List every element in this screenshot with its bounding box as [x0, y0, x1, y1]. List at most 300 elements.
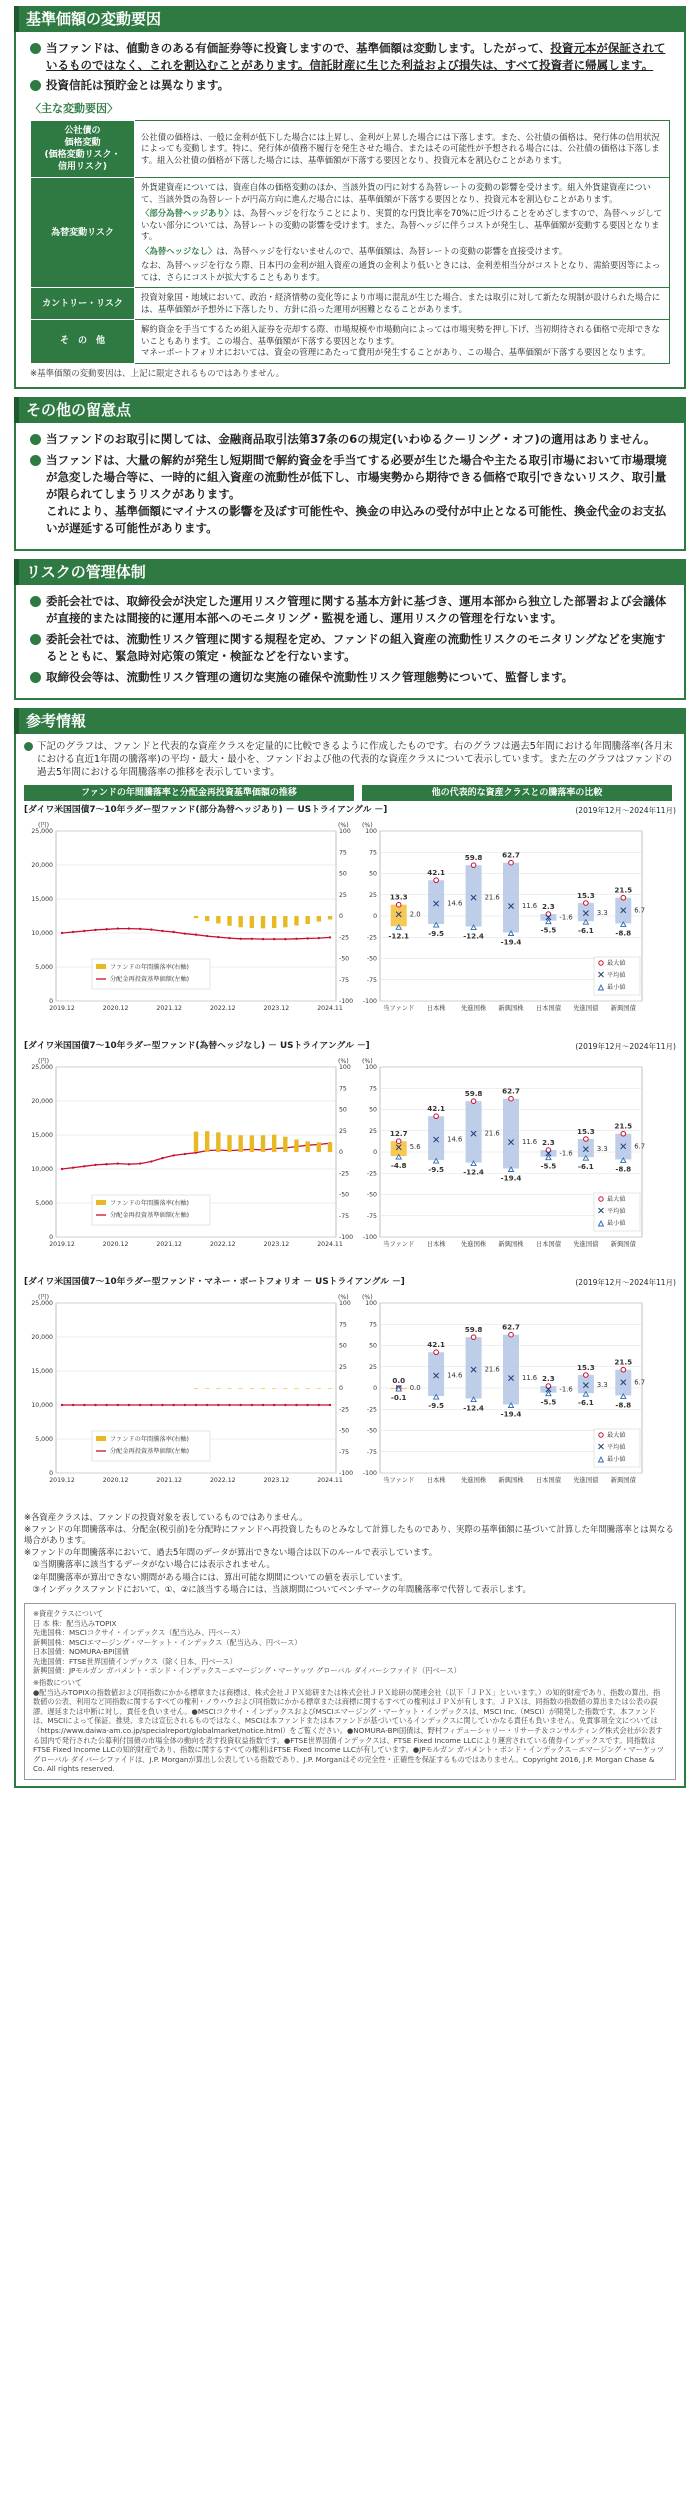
max-marker: [621, 1367, 626, 1372]
return-bar: [294, 1139, 298, 1151]
category-label: 新興国株: [498, 1240, 524, 1248]
nav-point: [295, 1403, 297, 1405]
return-bar: [305, 1388, 309, 1389]
legend-max-icon: [599, 960, 603, 964]
category-label: 当ファンド: [383, 1476, 415, 1484]
min-value-label: -12.4: [463, 1167, 484, 1177]
nav-point: [161, 929, 163, 931]
nav-point: [105, 1163, 107, 1165]
fx-tag-no-hedge: 〈為替ヘッジなし〉: [141, 245, 217, 256]
max-marker: [509, 860, 514, 865]
bullet-text: 委託会社では、流動性リスク管理に関する規程を定め、ファンドの組入資産の流動性リスクのモニタリングなどを実施するとともに、緊急時対応策の策定・検証などを行ないます。: [46, 631, 666, 663]
return-bar: [272, 1134, 276, 1151]
left-y2tick-label: -50: [339, 955, 350, 962]
max-value-label: 15.3: [576, 1362, 595, 1372]
range-bar: [428, 1116, 444, 1160]
left-y2tick-label: -100: [339, 997, 354, 1005]
range-bar: [428, 880, 444, 924]
ref-note: ※ファンドの年間騰落率は、分配金(税引前)を分配時にファンドへ再投資したものとみなして計算したものであり、実際の基準価額に基づいて計算した年間騰落率とは異なる場合があります。: [24, 1523, 674, 1545]
max-value-label: 21.5: [614, 1121, 633, 1131]
factor-text: 公社債の価格は、一般に金利が低下した場合には上昇し、金利が上昇した場合には下落します。また、公社債の価格は、発行体の信用状況によっても変動します。特に、発行体が債務不履行を発生させた場合、またはその可能性が予想される場合には、公社債の価格は下落します。組入公社債の価格が下落した場合には、基準価額が下落する要因となり、投資元本を割込むことがあります。: [135, 121, 670, 178]
max-marker: [396, 902, 401, 907]
range-bar: [503, 862, 519, 932]
category-label: 新興国債: [610, 1004, 636, 1012]
nav-point: [262, 1403, 264, 1405]
bullet-cooling-off: [30, 431, 670, 448]
section-body: [14, 734, 686, 1789]
asset-class-line: 日 本 株：配当込みTOPIX: [33, 1618, 117, 1628]
left-ytick-label: 0: [49, 997, 53, 1005]
left-y2tick-label: 50: [339, 1342, 347, 1349]
max-marker: [434, 877, 439, 882]
nav-point: [306, 937, 308, 939]
legend-line-label: 分配金再投資基準価額(左軸): [110, 1211, 190, 1219]
min-value-label: -19.4: [500, 936, 522, 946]
left-y2tick-label: 75: [339, 1084, 347, 1092]
chart-title-row: [24, 804, 676, 817]
left-y2tick-label: -75: [339, 976, 350, 984]
ref-note: ③インデックスファンドにおいて、①、②に該当する場合には、当該期間についてベンチマークの年間騰落率で代替して表示します。: [24, 1583, 531, 1594]
avg-value-label: -1.6: [559, 1148, 573, 1157]
factor-label: カントリー・リスク: [31, 288, 135, 320]
min-value-label: -4.8: [390, 1160, 407, 1170]
left-xtick-label: 2023.12: [263, 1476, 290, 1484]
left-xtick-label: 2019.12: [49, 1476, 75, 1484]
left-y2axis-label: (%): [338, 821, 349, 829]
return-bar: [227, 1388, 231, 1389]
factor-label: そ の 他: [31, 320, 135, 364]
bullet-underlined-text-2: 信託財産に生じた利益および損失は、すべて投資者に帰属します。: [309, 58, 654, 72]
max-marker: [396, 1138, 401, 1143]
chart-title: [ダイワ米国国債7～10年ラダー型ファンド(部分為替ヘッジあり) － USトライアングル －]: [24, 804, 388, 815]
max-marker: [471, 1098, 476, 1103]
nav-point: [284, 1403, 286, 1405]
bullet-risk-3: [30, 669, 670, 686]
return-bar: [328, 1388, 332, 1389]
left-xtick-label: 2024.11: [317, 1476, 343, 1484]
max-marker: [584, 1136, 589, 1141]
section-title: その他の留意点: [14, 397, 686, 423]
min-value-label: -5.5: [540, 1397, 557, 1407]
avg-value-label: 14.6: [447, 899, 463, 908]
left-y2tick-label: -50: [339, 1427, 350, 1434]
return-bar: [238, 1135, 242, 1152]
min-value-label: -8.8: [615, 1163, 632, 1173]
bullet-dot-icon: [30, 434, 41, 445]
min-value-label: -9.5: [428, 1400, 445, 1410]
max-marker: [509, 1332, 514, 1337]
nav-point: [184, 932, 186, 934]
left-yaxis-label: (円): [38, 821, 50, 829]
return-bar: [328, 1142, 332, 1152]
category-label: 先進国債: [573, 1476, 599, 1484]
nav-point: [206, 1403, 208, 1405]
min-value-label: -6.1: [577, 1397, 594, 1407]
right-ytick-label: -50: [366, 1427, 377, 1434]
avg-value-label: 6.7: [634, 1141, 646, 1150]
left-y2tick-label: -100: [339, 1233, 354, 1241]
left-y2tick-label: 0: [339, 1384, 343, 1392]
return-bar: [194, 1388, 198, 1389]
category-label: 先進国債: [573, 1240, 599, 1248]
nav-point: [239, 1403, 241, 1405]
max-value-label: 0.0: [392, 1375, 406, 1385]
avg-value-label: 21.6: [484, 1129, 500, 1138]
nav-point: [117, 1162, 119, 1164]
nav-point: [139, 1162, 141, 1164]
nav-point: [150, 1403, 152, 1405]
min-value-label: -9.5: [428, 1164, 445, 1174]
legend-min-label: 最小値: [607, 1455, 626, 1463]
return-bar: [227, 916, 231, 926]
right-ytick-label: 75: [369, 1084, 377, 1092]
left-y2tick-label: 100: [339, 827, 351, 835]
right-ytick-label: -50: [366, 955, 377, 962]
left-y2axis-label: (%): [338, 1293, 349, 1301]
chart-block: [24, 1040, 676, 1272]
left-y2tick-label: 75: [339, 848, 347, 856]
bullet-dot-icon: [30, 672, 41, 683]
nav-point: [83, 1403, 85, 1405]
left-ytick-label: 25,000: [31, 1299, 53, 1307]
nav-point: [239, 937, 241, 939]
legend-bar-swatch: [96, 1436, 106, 1441]
fx-text-3: は、為替ヘッジを行ないませんので、基準価額は、為替レートの変動の影響を直接受けます。: [216, 245, 568, 256]
chart-title-row: [24, 1276, 676, 1289]
min-value-label: -12.4: [463, 1403, 484, 1413]
factors-table: [30, 120, 670, 364]
right-ytick-label: -100: [362, 1233, 377, 1241]
left-y2tick-label: 25: [339, 1363, 347, 1371]
nav-point: [83, 1165, 85, 1167]
nav-point: [150, 1160, 152, 1162]
bullet-principal: [30, 40, 670, 74]
right-ytick-label: -75: [366, 1448, 377, 1456]
bullet-liquidity: [30, 452, 670, 537]
max-marker: [434, 1349, 439, 1354]
min-value-label: -12.4: [463, 931, 484, 941]
max-value-label: 15.3: [576, 890, 595, 900]
bullet-text: 当ファンドは、大量の解約が発生し短期間で解約資金を手当てする必要が生じた場合や主たる取引市場において市場環境が急変した場合等に、一時的に組入資産の流動性が低下し、市場実勢から期待できる価格で取引できないリスク、取引量が限られてしまうリスクがあります。: [46, 452, 667, 501]
left-y2tick-label: -50: [339, 1191, 350, 1198]
legend-bar-label: ファンドの年間騰落率(右軸): [110, 1199, 189, 1207]
return-bar: [272, 1388, 276, 1389]
nav-point: [329, 1403, 331, 1405]
nav-point: [172, 1154, 174, 1156]
nav-point: [117, 1403, 119, 1405]
tab-fund-returns: ファンドの年間騰落率と分配金再投資基準価額の推移: [24, 785, 354, 801]
nav-point: [128, 927, 130, 929]
factors-note: ※基準価額の変動要因は、上記に限定されるものではありません。: [30, 368, 285, 379]
return-bar: [205, 1131, 209, 1152]
nav-point: [284, 937, 286, 939]
left-xtick-label: 2019.12: [49, 1004, 75, 1012]
legend-line-label: 分配金再投資基準価額(左軸): [110, 1447, 190, 1455]
nav-point: [217, 935, 219, 937]
legend-avg-label: 平均値: [607, 971, 626, 979]
range-bar: [466, 1101, 482, 1162]
left-y2tick-label: -100: [339, 1469, 354, 1477]
legend-avg-label: 平均値: [607, 1443, 626, 1451]
section-body: [14, 585, 686, 700]
min-value-label: -19.4: [500, 1172, 522, 1182]
right-ytick-label: -25: [366, 1405, 377, 1413]
range-bar: [428, 1352, 444, 1396]
left-ytick-label: 0: [49, 1469, 53, 1477]
return-bar: [216, 1388, 220, 1389]
category-label: 新興国株: [498, 1476, 524, 1484]
legend-max-icon: [599, 1196, 603, 1200]
nav-point: [117, 927, 119, 929]
factor-label: 為替変動リスク: [31, 178, 135, 288]
left-y2tick-label: 50: [339, 1106, 347, 1113]
left-y2tick-label: 25: [339, 891, 347, 899]
return-bar: [283, 1136, 287, 1151]
nav-point: [150, 928, 152, 930]
nav-point: [94, 928, 96, 930]
nav-point: [295, 937, 297, 939]
nav-point: [262, 937, 264, 939]
asset-class-line: 新興国株：MSCIエマージング・マーケット・インデックス（配当込み、円ベース）: [33, 1637, 302, 1647]
return-bar: [317, 1142, 321, 1152]
right-ytick-label: 0: [373, 1148, 377, 1156]
chart-block: [24, 804, 676, 1036]
asset-class-line: 新興国債：JPモルガン ガバメント・ボンド・インデックス－エマージング・マーケッツ グローバル ダイバーシファイド（円ベース）: [33, 1666, 461, 1676]
bullet-text: 当ファンドは、値動きのある有価証券等に投資しますので、基準価額は変動します。したがって、: [46, 41, 551, 55]
nav-point: [72, 1403, 74, 1405]
return-bar: [216, 916, 220, 923]
nav-point: [61, 1403, 63, 1405]
min-value-label: -12.1: [388, 930, 410, 940]
bullet-deposit: [30, 77, 670, 94]
nav-point: [184, 1152, 186, 1154]
nav-point: [217, 1403, 219, 1405]
category-label: 日本株: [426, 1476, 446, 1484]
bullet-risk-2: [30, 631, 670, 665]
disclaimer-heading: ※資産クラスについて: [33, 1608, 104, 1618]
left-y2tick-label: -25: [339, 1405, 350, 1413]
left-y2tick-label: 75: [339, 1320, 347, 1328]
max-marker: [584, 1372, 589, 1377]
right-ytick-label: -75: [366, 976, 377, 984]
chart-period: (2019年12月～2024年11月): [575, 1041, 676, 1051]
avg-value-label: 2.0: [409, 909, 421, 918]
legend-bar-label: ファンドの年間騰落率(右軸): [110, 963, 189, 971]
right-yaxis-label: (%): [362, 1293, 373, 1301]
min-value-label: -8.8: [615, 1399, 632, 1409]
min-value-label: -6.1: [577, 925, 594, 935]
right-ytick-label: -100: [362, 997, 377, 1005]
return-bar: [238, 916, 242, 927]
nav-point: [251, 937, 253, 939]
return-bar: [205, 916, 209, 921]
right-ytick-label: 25: [369, 1127, 377, 1135]
left-ytick-label: 20,000: [31, 1097, 53, 1105]
left-ytick-label: 5,000: [35, 1199, 53, 1207]
max-marker: [584, 900, 589, 905]
max-marker: [471, 862, 476, 867]
tab-asset-comparison: 他の代表的な資産クラスとの騰落率の比較: [362, 785, 672, 801]
max-value-label: 12.7: [389, 1128, 408, 1138]
left-ytick-label: 25,000: [31, 1063, 53, 1071]
return-bar: [205, 1388, 209, 1389]
bullet-underlined-text: 投資元本が保証されているものではなく、これを割込むことがあります。: [46, 41, 666, 72]
category-label: 当ファンド: [383, 1240, 415, 1248]
main-factors-heading: 〈主な変動要因〉: [30, 102, 118, 115]
category-label: 新興国債: [610, 1476, 636, 1484]
bullet-dot-icon: [30, 596, 41, 607]
left-y2axis-label: (%): [338, 1057, 349, 1065]
right-ytick-label: 75: [369, 1320, 377, 1328]
category-label: 日本国債: [535, 1476, 562, 1484]
return-bar: [305, 916, 309, 924]
chart-tabs: [24, 785, 676, 801]
avg-value-label: 14.6: [447, 1371, 463, 1380]
right-ytick-label: 50: [369, 1342, 377, 1349]
return-bar: [261, 1135, 265, 1152]
left-xtick-label: 2020.12: [102, 1476, 129, 1484]
section-title: 基準価額の変動要因: [14, 6, 686, 32]
ref-note: ※各資産クラスは、ファンドの投資対象を表しているものではありません。: [24, 1511, 308, 1522]
category-label: 新興国株: [498, 1004, 524, 1012]
bullet-dot-icon: [30, 80, 41, 91]
left-y2tick-label: -75: [339, 1212, 350, 1220]
asset-class-line: 先進国株：MSCIコクサイ・インデックス（配当込み、円ベース）: [33, 1628, 245, 1638]
right-ytick-label: -50: [366, 1191, 377, 1198]
right-ytick-label: 100: [365, 827, 377, 835]
max-value-label: 42.1: [427, 1339, 446, 1349]
return-bar: [305, 1141, 309, 1152]
disclaimer-body: ●配当込みTOPIXの指数値および同指数にかかる標章または商標は、株式会社ＪＰＸ総研または株式会社ＪＰＸ総研の関連会社（以下「ＪＰＸ」といいます。）の知的財産であり、指数の算出、指数値の公表、利用など同指数に関するすべての権利・ノウハウおよび同指数にかかる標章または商標に関するすべての権利はＪＰＸが有します。ＪＰＸは、同指数の指数値の算出または公表の誤謬、遅延または中断に対し、責任を負いません。●MSCIコクサイ・インデックスおよびMSCIエマージング・マーケット・インデックスは、MSCI Inc.（MSCI）が開発した指数です。本ファンドは、MSCIによって保証、推奨、または宣伝されるものではなく、MSCIは本ファンドまたは本ファンドが基づいているインデックスに関していかなる責任も負いません。免責事項全文については（https://www.daiwa-am.co.jp/specialreport/globalmarket/notice.html）をご覧ください。●NOMURA-BPI国債は、野村フィデューシャリー・リサーチ＆コンサルティング株式会社が公表する国内で発行された公募利付国債の市場全体の動向を表す投資収益指数です。●FTSE世界国債インデックスは、FTSE Fixed Income LLCにより運営されている債券インデックスです。同指数はFTSE Fixed Income LLCの知的財産であり、指数に関するすべての権利はFTSE Fixed Income LLCが有しています。●JPモルガン ガバメント・ボンド・インデックス－エマージング・マーケッツ グローバル ダイバーシファイドは、J.P. Morganが算出し公表している指数であり、J.P. Morganはその完全性・正確性を保証するものではありません。Copyright 2016, J.P. Morgan Chase & Co. All rights reserved.: [33, 1687, 664, 1774]
max-marker: [471, 1334, 476, 1339]
charts-container: [24, 804, 676, 1508]
return-bar: [194, 1131, 198, 1151]
legend-avg-label: 平均値: [607, 1207, 626, 1215]
right-ytick-label: 25: [369, 1363, 377, 1371]
nav-point: [72, 1166, 74, 1168]
return-bar: [283, 916, 287, 927]
nav-point: [251, 1403, 253, 1405]
max-value-label: 62.7: [502, 850, 520, 860]
range-bar: [503, 1098, 519, 1168]
reference-intro: [24, 740, 676, 779]
chart-period: (2019年12月～2024年11月): [575, 805, 676, 815]
max-value-label: 15.3: [576, 1126, 595, 1136]
category-label: 日本株: [426, 1240, 446, 1248]
legend-min-label: 最小値: [607, 1219, 626, 1227]
right-ytick-label: 25: [369, 891, 377, 899]
right-ytick-label: 0: [373, 912, 377, 920]
left-yaxis-label: (円): [38, 1057, 50, 1065]
avg-value-label: 6.7: [634, 905, 646, 914]
return-bar: [227, 1135, 231, 1152]
avg-value-label: 11.6: [522, 1373, 538, 1382]
bullet-text: 委託会社では、取締役会が決定した運用リスク管理に関する基本方針に基づき、運用本部から独立した部署および会議体が直接的または間接的に運用本部へのモニタリング・監視を通し、運用リスクの管理を行ないます。: [46, 593, 667, 625]
left-ytick-label: 15,000: [31, 895, 53, 903]
fx-paragraph-2: [141, 208, 663, 243]
section-risk-management: [14, 559, 686, 700]
max-value-label: 42.1: [427, 867, 446, 877]
factor-row-bond: [31, 121, 670, 178]
left-xtick-label: 2022.12: [210, 1004, 236, 1012]
chart-svg: [24, 1053, 672, 1268]
return-bar: [250, 1135, 254, 1152]
avg-value-label: 3.3: [596, 908, 608, 917]
return-bar: [250, 1388, 254, 1389]
right-ytick-label: -25: [366, 1169, 377, 1177]
chart-title: [ダイワ米国国債7～10年ラダー型ファンド・マネー・ポートフォリオ － USトライアングル －]: [24, 1276, 405, 1287]
nav-point: [94, 1403, 96, 1405]
category-label: 先進国株: [460, 1476, 487, 1484]
range-bar: [466, 1337, 482, 1398]
bullet-dot-icon: [30, 43, 41, 54]
min-value-label: -19.4: [500, 1408, 522, 1418]
max-value-label: 59.8: [464, 1088, 483, 1098]
legend-min-label: 最小値: [607, 983, 626, 991]
bullet-dot-icon: [30, 634, 41, 645]
left-xtick-label: 2022.12: [210, 1476, 236, 1484]
return-bar: [238, 1388, 242, 1389]
section-other-notes: [14, 397, 686, 551]
category-label: 当ファンド: [383, 1004, 415, 1012]
right-ytick-label: -100: [362, 1469, 377, 1477]
left-xtick-label: 2024.11: [317, 1004, 343, 1012]
max-marker: [621, 1131, 626, 1136]
right-yaxis-label: (%): [362, 821, 373, 829]
asset-class-line: 先進国債：FTSE世界国債インデックス（除く日本、円ベース）: [33, 1656, 237, 1666]
bullet-text-2: これにより、基準価額にマイナスの影響を及ぼす可能性や、換金の申込みの受付が中止となる可能性、換金代金のお支払いが遅延する可能性があります。: [46, 503, 667, 535]
section-body: [14, 32, 686, 389]
bullet-text: 取締役会等は、流動性リスク管理の適切な実施の確保や流動性リスク管理態勢について、監督します。: [46, 669, 574, 684]
max-value-label: 62.7: [502, 1086, 520, 1096]
nav-point: [228, 1403, 230, 1405]
range-bar: [391, 904, 407, 926]
min-value-label: -0.1: [390, 1392, 407, 1402]
avg-value-label: 3.3: [596, 1144, 608, 1153]
max-marker: [509, 1096, 514, 1101]
chart-svg: [24, 1289, 672, 1504]
ref-note: ①当期騰落率に該当するデータがない場合には表示されません。: [24, 1559, 275, 1570]
return-bar: [328, 916, 332, 919]
legend-bar-label: ファンドの年間騰落率(右軸): [110, 1435, 189, 1443]
left-ytick-label: 5,000: [35, 1435, 53, 1443]
nav-point: [195, 1403, 197, 1405]
left-y2tick-label: 0: [339, 1148, 343, 1156]
left-ytick-label: 20,000: [31, 861, 53, 869]
return-bar: [216, 1132, 220, 1152]
nav-point: [306, 1403, 308, 1405]
legend-max-label: 最大値: [607, 1195, 626, 1203]
right-ytick-label: 50: [369, 1106, 377, 1113]
factor-text: [135, 178, 670, 288]
left-y2tick-label: 100: [339, 1063, 351, 1071]
left-ytick-label: 0: [49, 1233, 53, 1241]
left-xtick-label: 2020.12: [102, 1004, 129, 1012]
max-value-label: 21.5: [614, 885, 633, 895]
left-xtick-label: 2020.12: [102, 1240, 129, 1248]
category-label: 新興国債: [610, 1240, 636, 1248]
left-xtick-label: 2021.12: [156, 1240, 182, 1248]
bullet-risk-1: [30, 593, 670, 627]
category-label: 日本国債: [535, 1004, 562, 1012]
chart-block: [24, 1276, 676, 1508]
nav-point: [72, 930, 74, 932]
legend-line-label: 分配金再投資基準価額(左軸): [110, 975, 190, 983]
return-bar: [283, 1388, 287, 1389]
return-bar: [272, 916, 276, 928]
chart-period: (2019年12月～2024年11月): [575, 1277, 676, 1287]
left-y2tick-label: 50: [339, 870, 347, 877]
